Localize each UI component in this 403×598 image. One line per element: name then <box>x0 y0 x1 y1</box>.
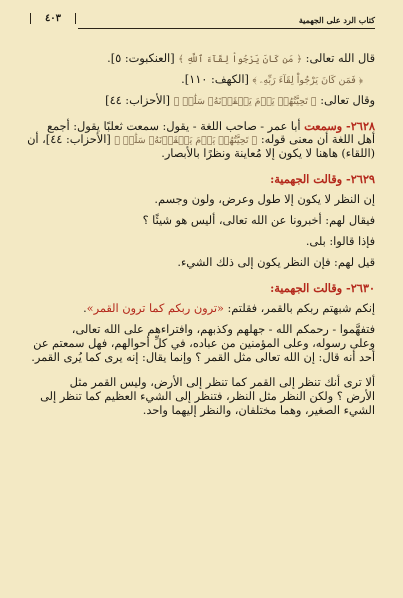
section-2630-line-6: الأرض ؟ ولكن النظر مثل النظر، فتنظر إلى الشيء العظيم كما تنظر إلى <box>40 390 375 403</box>
citation: [العنكبوت: ٥]. <box>107 52 179 65</box>
hadith-quote: «ترون ربكم كما ترون القمر» <box>86 302 224 315</box>
text: قال الله تعالى: <box>302 52 375 65</box>
section-2630-line-3: وعلى رسوله، وعلى المؤمنين من عباده، في كلِّ أحوالهم، فهل سمعتم عن <box>33 337 375 350</box>
section-2629-heading: ٢٦٢٩- وقالت الجهمية: <box>270 172 375 186</box>
section-2628-line-2 <box>27 133 375 147</box>
verse-line-3 <box>30 94 375 108</box>
section-2630-line-5: ألا ترى أنك تنظر إلى القمر كما تنظر إلى الأرض، وليس القمر مثل <box>69 376 375 389</box>
quran-quote: ﴿ تَحِيَّتُهُمۡ يَوۡمَ يَلۡقَوۡنَهُۥ سَلَٰمٞ ﴾ <box>114 135 258 146</box>
section-2628-line-1 <box>30 119 375 133</box>
quran-quote: ﴿ مَن كَانَ يَرْجُواْ لِقَآءَ ٱللَّهِ ﴾ <box>178 54 303 65</box>
section-2630-line-4: أحد أنه قال: إن الله تعالى مثل القمر ؟ وإنما يقال: إنه يرى كما يُرى القمر. <box>31 351 375 364</box>
section-2630-line-7: الشيء الصغير، وهما مختلفان، والنظر إليهما واحد. <box>142 404 375 417</box>
citation: [الأحزاب: ٤٤] <box>105 94 174 107</box>
page-body <box>27 52 375 418</box>
section-2629-line-1: إن النظر لا يكون إلا طول وعرض، ولون وجسم. <box>154 193 375 206</box>
section-2629-line-3: فإذا قالوا: بلى. <box>305 235 375 248</box>
page-number: ٤٠٣ <box>30 13 76 24</box>
text: أهل اللغة أن معنى قوله: <box>257 133 375 146</box>
section-2629-line-2: فيقال لهم: أخبرونا عن الله تعالى، أليس هو شيئًا ؟ <box>142 214 375 227</box>
citation: [الأحزاب: ٤٤]، أن <box>27 133 115 146</box>
text: أبا عمر - صاحب اللغة - يقول: سمعت ثعلبًا يقول: أجمع <box>46 120 305 133</box>
section-2628-line-3: (اللقاء) هاهنا لا يكون إلا مُعاينة ونظرًا بالأبصار. <box>161 147 375 160</box>
section-number: ٢٦٢٨- وسمعت <box>304 119 375 133</box>
quran-quote: ﴿ تَحِيَّتُهُمۡ يَوۡمَ يَلۡقَوۡنَهُۥ سَلَٰمٞ ﴾ <box>173 96 317 107</box>
section-2630-heading: ٢٦٣٠- وقالت الجهمية: <box>270 281 375 295</box>
quran-quote: ﴿ فَمَن كَانَ يَرْجُواْ لِقَآءَ رَبِّهِۦ ﴾ <box>252 75 363 86</box>
verse-line-1 <box>30 52 375 66</box>
text: . <box>83 302 87 315</box>
text: إنكم شبهتم ربكم بالقمر، فقلتم: <box>223 302 375 315</box>
text: وقال تعالى: <box>316 94 375 107</box>
running-title: كتاب الرد على الجهمية <box>298 15 375 25</box>
page-header <box>30 13 375 31</box>
section-2630-line-1 <box>30 302 375 316</box>
header-rule <box>78 28 375 29</box>
section-2630-line-2: فتفهَّموا - رحمكم الله - جهلهم وكذبهم، وافتراءهم على الله تعالى، <box>71 323 375 336</box>
verse-line-2 <box>30 73 375 87</box>
section-2629-line-4: قيل لهم: فإن النظر يكون إلى ذلك الشيء. <box>177 256 375 269</box>
citation: [الكهف: ١١٠]. <box>181 73 253 86</box>
